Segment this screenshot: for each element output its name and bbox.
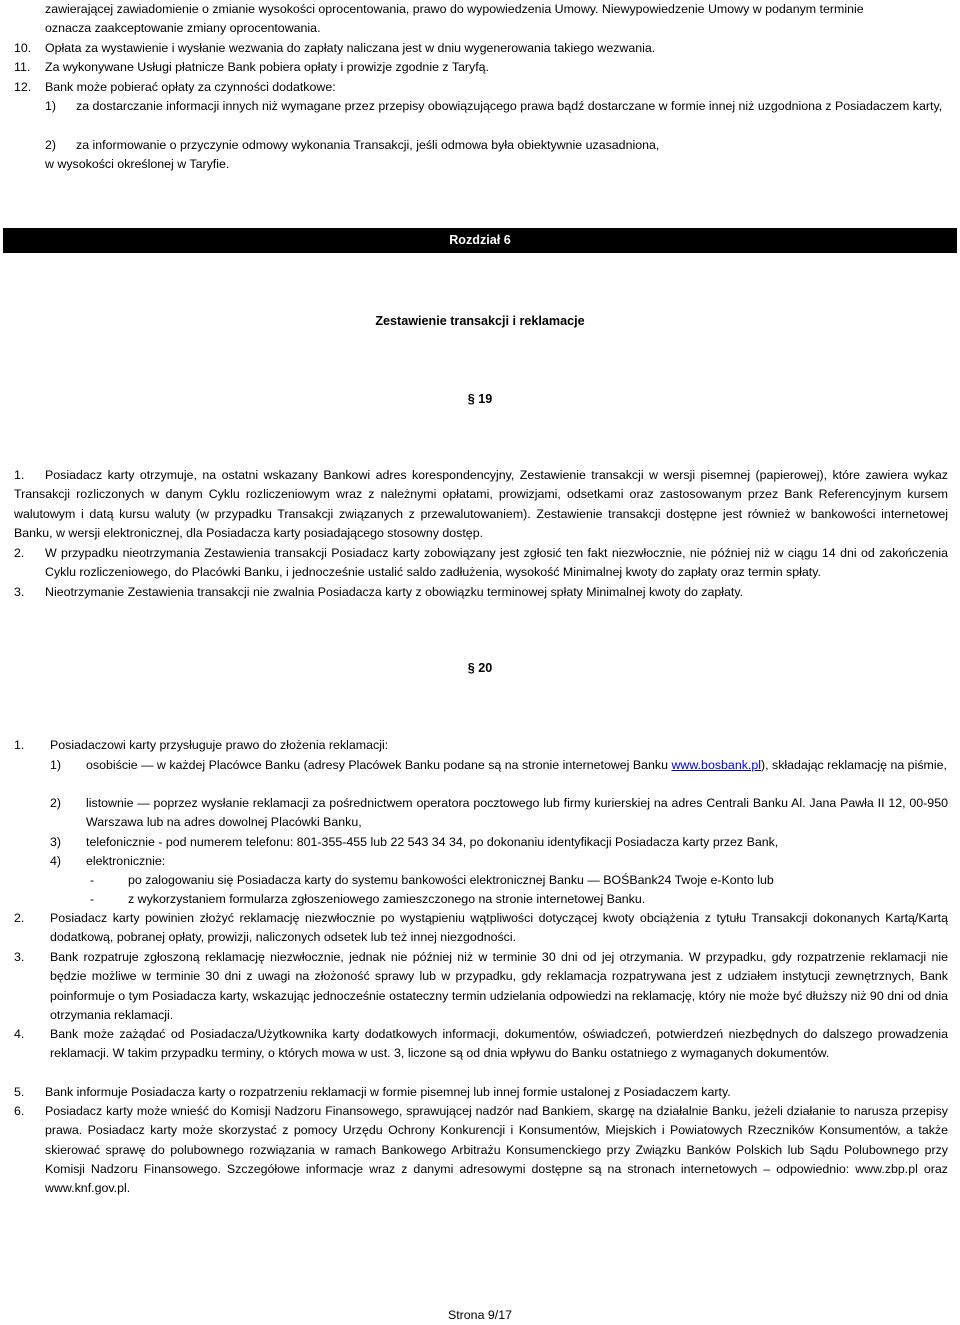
- sub-item-2-continuation: w wysokości określonej w Taryfie.: [45, 157, 230, 171]
- intro-text: [45, 0, 948, 19]
- intro-line-1: zawierającej zawiadomienie o zmianie wysokości oprocentowania, prawo do wypowiedzenia Umowy. Niewypowiedzenie Umowy w podanym terminie: [45, 2, 864, 16]
- bosbank-link[interactable]: www.bosbank.pl: [671, 758, 761, 772]
- chapter-banner: Rozdział 6: [3, 228, 957, 253]
- section-20-heading: § 20: [467, 661, 493, 675]
- intro-line-2: oznacza zaakceptowanie zmiany oprocentowania.: [45, 21, 321, 35]
- chapter-title: Zestawienie transakcji i reklamacje: [375, 314, 585, 328]
- section-19-heading: § 19: [467, 392, 493, 406]
- document-page: zawierającej zawiadomienie o zmianie wysokości oprocentowania, prawo do wypowiedzenia Umowy. Niewypowiedzenie Umowy w podanym terminie oznacza zaakceptowanie zmiany oprocentowania. 10. Opłata za wystawienie i wysłanie wezwania do zapłaty naliczana jest w dniu wygenerowania takiego wezwania. 11. Za wykonywane Usługi płatnicze Bank pobiera opłaty i prowizje zgodnie z Taryfą. 12. Bank może pobierać opłaty za czynności dodatkowe: 1) za dostarczanie informacji innych niż wymagane przez przepisy obowiązującego prawa bądź dostarczane w formie innej niż uzgodniona z Posiadaczem karty, 2) za informowanie o przyczynie odmowy wykonania Transakcji, jeśli odmowa była obiektywnie uzasadniona, w wysokości określonej w Taryfie. Rozdział 6 Zestawienie transakcji i reklamacje § 19 1. Posiadacz karty otrzymuje, na ostatni wskazany Bankowi adres korespondencyjny, Zestawienie transakcji w wersji pisemnej (papierowej), które zawiera wykaz Transakcji rozliczonych w danym Cyklu rozliczeniowym wraz z należnymi opłatami, prowizjami, odsetkami oraz zastosowanym przez Bank Referencyjnym kursem walutowym i datą kursu waluty (w przypadku Transakcji związanych z przewalutowaniem). Zestawienie transakcji dostępne jest również w bankowości internetowej Banku, w wersji elektronicznej, dla Posiadacza karty posiadającego stosowny dostęp. 2. W przypadku nieotrzymania Zestawienia transakcji Posiadacz karty zobowiązany jest zgłosić ten fakt niezwłocznie, nie później niż w ciągu 14 dni od zakończenia Cyklu rozliczeniowego, do Placówki Banku, i jednocześnie ustalić saldo zadłużenia, wysokość Minimalnej kwoty do zapłaty oraz termin spłaty. 3. Nieotrzymanie Zestawienia transakcji nie zwalnia Posiadacza karty z obowiązku terminowej spłaty Minimalnej kwoty do zapłaty. § 20 1. Posiadaczowi karty przysługuje prawo do złożenia reklamacji: 1) osobiście — w każdej Placówce Banku (adresy Placówek Banku podane są na stronie internetowej Banku www.bosbank.pl), składając reklamację na piśmie, 2) listownie — poprzez wysłanie reklamacji za pośrednictwem operatora pocztowego lub firmy kurierskiej na adres Centrali Banku Al. Jana Pawła II 12, 00-950 Warszawa lub na adres dowolnej Placówki Banku, 3) telefonicznie - pod numerem telefonu: 801-355-455 lub 22 543 34 34, po dokonaniu identyfikacji Posiadacza karty przez Bank, 4) elektronicznie: - po zalogowaniu się Posiadacza karty do systemu bankowości elektronicznej Banku — BOŚBank24 Twoje e-Konto lub - z wykorzystaniem formularza zgłoszeniowego zamieszczonego na stronie internetowej Banku. 2. Posiadacz karty powinien złożyć reklamację niezwłocznie po wystąpieniu wątpliwości dotyczącej kwoty obciążenia z tytułu Transakcji dokonanych Kartą/Kartą dodatkową, pobranej opłaty, prowizji, naliczonych odsetek lub też innej niezgodności. 3. Bank rozpatruje zgłoszoną reklamację niezwłocznie, jednak nie później niż w terminie 30 dni od jej otrzymania. W przypadku, gdy rozpatrzenie reklamacji nie będzie możliwe w terminie 30 dni z uwagi na złożoność sprawy lub w przypadku, gdy reklamacja rozpatrywana jest z udziałem instytucji zewnętrznych, Bank poinformuje o tym Posiadacza karty, wskazując jednocześnie ostateczny termin udzielania odpowiedzi na reklamację, który nie może być dłuższy niż 90 dni od dnia otrzymania reklamacji. 4. Bank może zażądać od Posiadacza/Użytkownika karty dodatkowych informacji, dokumentów, oświadczeń, potwierdzeń niezbędnych do dalszego prowadzenia reklamacji. W takim przypadku terminy, o których mowa w ust. 3, liczone są od dnia wpływu do Banku ostatniego z wymaganych dokumentów. 5. Bank informuje Posiadacza karty o rozpatrzeniu reklamacji w formie pisemnej lub innej formie ustalonej z Posiadaczem karty. 6. Posiadacz karty może wnieść do Komisji Nadzoru Finansowego, sprawującej nadzór nad Bankiem, skargę na działalnie Banku, jeżeli działanie to narusza przepisy prawa. Posiadacz karty może skorzystać z pomocy Urzędu Ochrony Konkurencji i Konsumentów, Miejskich i Powiatowych Rzeczników Konsumentów, a także skierować sprawę do polubownego rozwiązania w ramach Bankowego Arbitrażu Konsumenckiego przy Związku Banków Polskich lub Sądu Polubownego przy Komisji Nadzoru Finansowego. Szczegółowe informacje wraz z danymi adresowymi dostępne są na stronach internetowych – odpowiednio: www.zbp.pl oraz www.knf.gov.pl. Strona 9/17: [0, 0, 960, 1323]
- page-number: Strona 9/17: [447, 1308, 513, 1322]
